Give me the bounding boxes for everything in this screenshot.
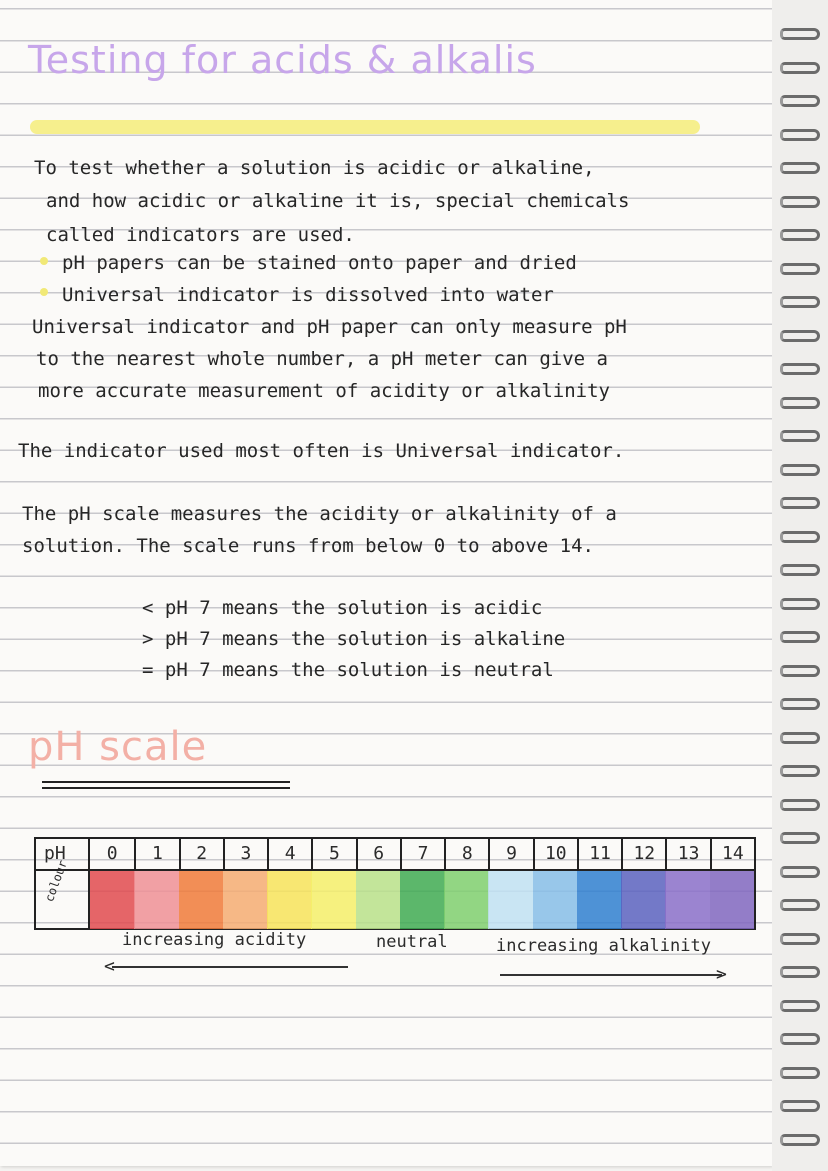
spiral-coil	[780, 296, 820, 308]
spiral-coil	[780, 832, 820, 844]
ph-number-cell: 1	[134, 839, 178, 869]
bullet-dot	[40, 257, 48, 265]
caption-neutral: neutral	[376, 932, 448, 952]
ph-number-cell: 11	[577, 839, 621, 869]
ph-colour-swatch	[665, 871, 710, 929]
accuracy-line-1: Universal indicator and pH paper can only measure pH	[32, 316, 627, 338]
scale-line-1: The pH scale measures the acidity or alkalinity of a	[22, 503, 617, 525]
ph-colour-swatch	[444, 871, 489, 929]
scale-line-2: solution. The scale runs from below 0 to above 14.	[22, 535, 594, 557]
ph-row-label: pH	[44, 843, 66, 864]
ph-number-cell: 12	[621, 839, 665, 869]
intro-line-3: called indicators are used.	[46, 224, 355, 246]
spiral-coil	[780, 1100, 820, 1112]
spiral-coil	[780, 95, 820, 107]
colour-row-label: colour	[42, 858, 70, 904]
ph-colour-swatch	[577, 871, 622, 929]
spiral-coil	[780, 397, 820, 409]
ph-colour-swatch	[311, 871, 356, 929]
alkalinity-arrow-line	[500, 974, 722, 976]
title-underline	[42, 787, 290, 789]
ph-number-cell: 8	[444, 839, 488, 869]
right-arrow-head: >	[716, 964, 727, 985]
spiral-coil	[780, 62, 820, 74]
rule-neutral: = pH 7 means the solution is neutral	[142, 659, 554, 681]
ph-scale-table	[34, 837, 756, 930]
title-underline	[42, 781, 290, 783]
spiral-coil	[780, 564, 820, 576]
spiral-coil	[780, 765, 820, 777]
spiral-coil	[780, 1033, 820, 1045]
spiral-coil	[780, 899, 820, 911]
ph-number-cell: 10	[533, 839, 577, 869]
ph-colour-swatch	[90, 871, 135, 929]
accuracy-line-3: more accurate measurement of acidity or alkalinity	[38, 380, 610, 402]
ph-number-cell: 7	[400, 839, 444, 869]
ph-colour-swatch	[267, 871, 312, 929]
ph-number-cell: 9	[488, 839, 532, 869]
caption-acidity: increasing acidity	[122, 930, 307, 950]
ph-number-cell: 5	[311, 839, 355, 869]
ph-colour-swatch	[400, 871, 445, 929]
spiral-coil	[780, 631, 820, 643]
ph-number-cell: 14	[710, 839, 754, 869]
intro-line-2: and how acidic or alkaline it is, special chemicals	[46, 190, 630, 212]
spiral-coil	[780, 430, 820, 442]
spiral-coil	[780, 129, 820, 141]
spiral-coil	[780, 866, 820, 878]
spiral-coil	[780, 1000, 820, 1012]
spiral-coil	[780, 263, 820, 275]
spiral-coil	[780, 229, 820, 241]
ph-colour-swatch	[134, 871, 179, 929]
ph-colour-swatch	[356, 871, 401, 929]
ph-number-cell: 3	[223, 839, 267, 869]
spiral-coil	[780, 966, 820, 978]
spiral-coil	[780, 497, 820, 509]
spiral-coil	[780, 28, 820, 40]
page-title: Testing for acids & alkalis	[28, 38, 537, 82]
spiral-coil	[780, 598, 820, 610]
spiral-coil	[780, 464, 820, 476]
rule-alkaline: > pH 7 means the solution is alkaline	[142, 628, 566, 650]
spiral-coil	[780, 330, 820, 342]
spiral-binding	[772, 0, 828, 1171]
spiral-coil	[780, 698, 820, 710]
spiral-coil	[780, 933, 820, 945]
spiral-coil	[780, 665, 820, 677]
bullet-item-1: pH papers can be stained onto paper and dried	[62, 252, 577, 274]
spiral-coil	[780, 1134, 820, 1146]
ph-number-cell: 0	[106, 843, 118, 864]
title-highlight	[30, 120, 700, 134]
spiral-coil	[780, 196, 820, 208]
ph-number-cell: 2	[179, 839, 223, 869]
rule-acidic: < pH 7 means the solution is acidic	[142, 597, 543, 619]
ph-colour-swatch	[621, 871, 666, 929]
bullet-item-2: Universal indicator is dissolved into water	[62, 284, 554, 306]
ph-number-cell: 13	[665, 839, 709, 869]
ph-number-cell: 6	[356, 839, 400, 869]
ph-number-cell: 4	[267, 839, 311, 869]
spiral-coil	[780, 363, 820, 375]
left-arrow-head: <	[104, 956, 115, 977]
acidity-arrow-line	[112, 966, 348, 968]
ph-colour-swatch	[223, 871, 268, 929]
spiral-coil	[780, 531, 820, 543]
intro-line-1: To test whether a solution is acidic or alkaline,	[34, 157, 595, 179]
most-often-line: The indicator used most often is Universal indicator.	[18, 440, 625, 462]
spiral-coil	[780, 1067, 820, 1079]
ph-colour-swatch	[488, 871, 533, 929]
ph-colour-swatch	[533, 871, 578, 929]
spiral-coil	[780, 162, 820, 174]
bullet-dot	[40, 288, 48, 296]
ph-colour-swatch	[710, 871, 755, 929]
spiral-coil	[780, 799, 820, 811]
ph-colour-swatch	[179, 871, 224, 929]
spiral-coil	[780, 732, 820, 744]
accuracy-line-2: to the nearest whole number, a pH meter can give a	[36, 348, 608, 370]
caption-alkalinity: increasing alkalinity	[496, 936, 711, 956]
ph-scale-title: pH scale	[28, 724, 208, 770]
